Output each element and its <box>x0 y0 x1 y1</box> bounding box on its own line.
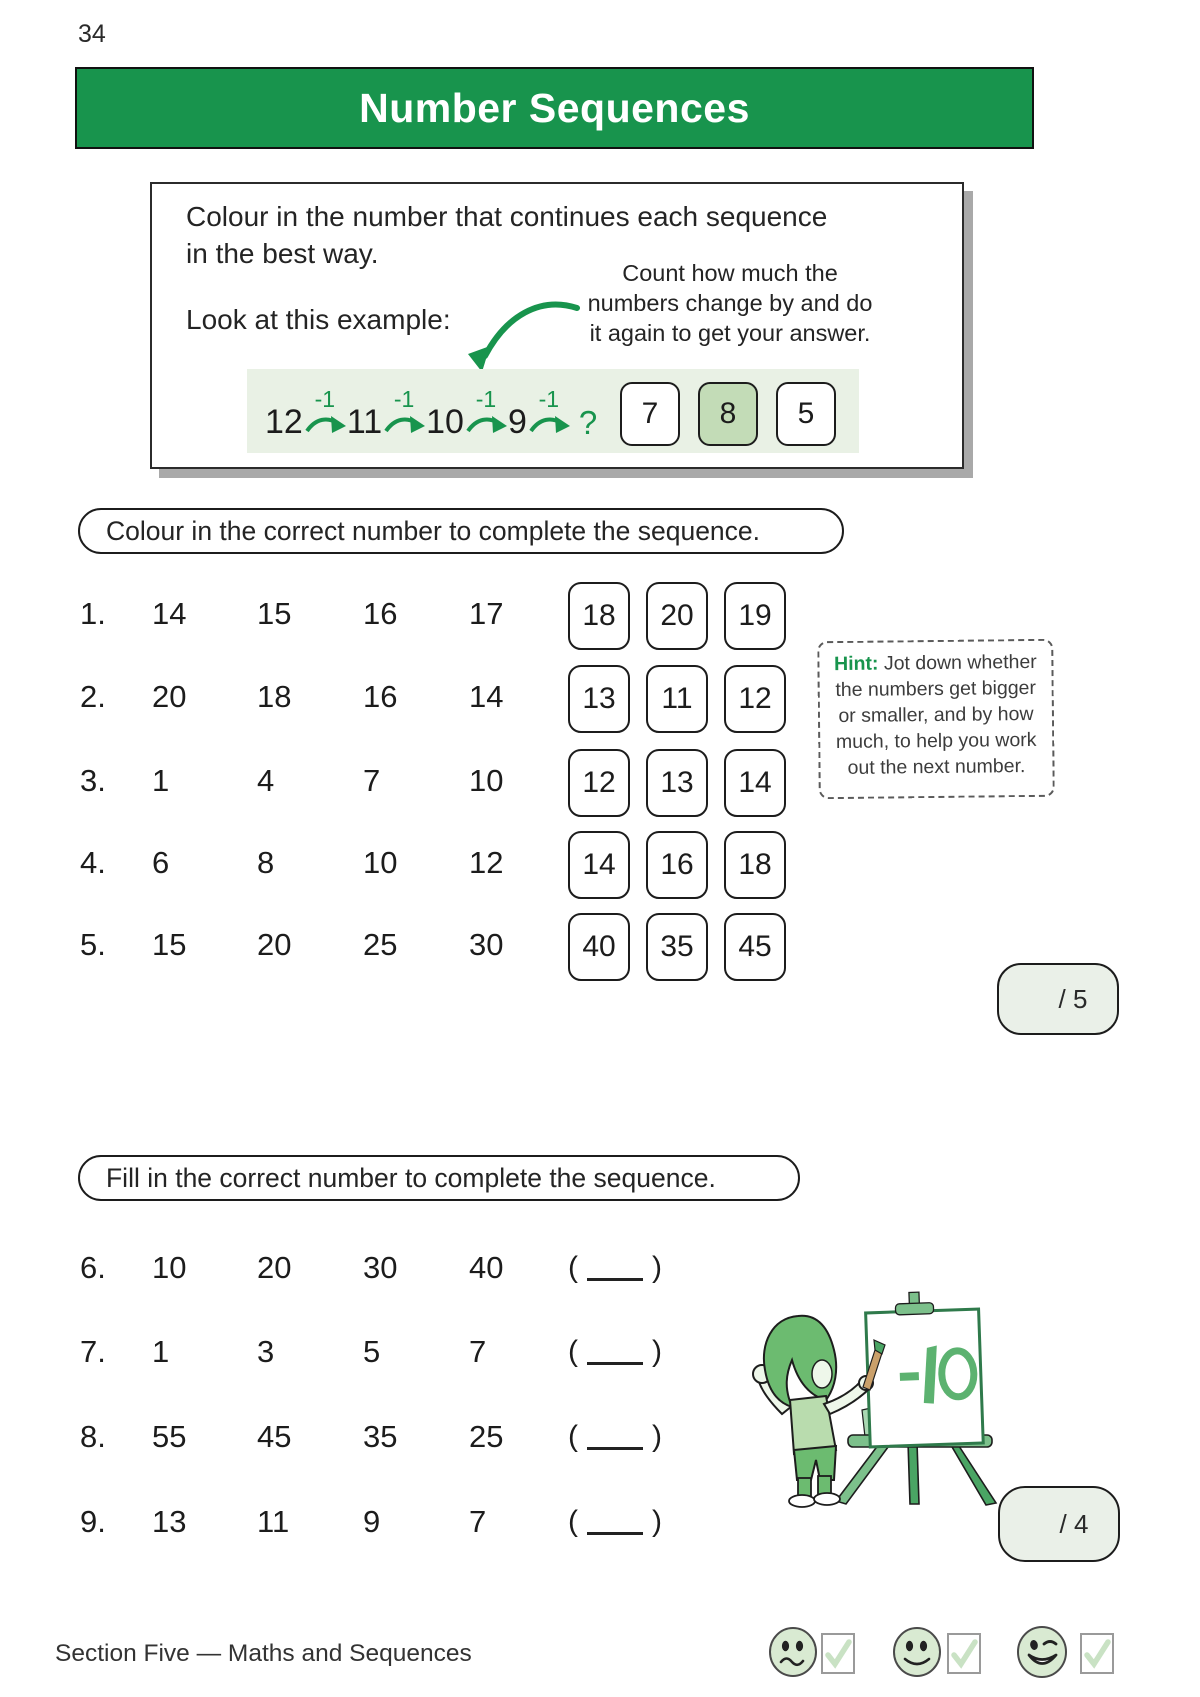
example-instruction: Colour in the number that continues each sequence in the best way. <box>186 201 828 269</box>
write-in-line[interactable] <box>587 1425 643 1450</box>
page-number: 34 <box>78 20 106 48</box>
question-row: 7. 1 3 5 7 ( ) <box>80 1334 662 1369</box>
option-box[interactable]: 11 <box>646 665 708 733</box>
question-row: 2. 20 18 16 14 13 11 12 <box>0 665 1160 729</box>
question-number: 5. <box>80 927 106 962</box>
answer-blank[interactable]: ( ) <box>568 1251 662 1284</box>
difference-label: -1 <box>314 386 336 412</box>
page-title-banner <box>75 67 1034 149</box>
question-number: 6. <box>80 1250 106 1285</box>
option-box[interactable]: 35 <box>646 913 708 981</box>
hint-label: Hint: <box>833 652 879 676</box>
score-box-section1[interactable]: / 5 <box>997 963 1119 1035</box>
question-row: 5. 15 20 25 30 40 35 45 <box>0 913 1160 977</box>
write-in-line[interactable] <box>587 1340 643 1365</box>
option-box[interactable]: 20 <box>646 582 708 650</box>
option-box[interactable]: 19 <box>724 582 786 650</box>
hint-box: Hint: Jot down whether the numbers get bigger or smaller, and by how much, to help you work out the next number. <box>817 639 1055 799</box>
question-mark: ? <box>578 404 598 441</box>
question-number: 1. <box>80 596 106 631</box>
sequence-term: 10 <box>426 403 464 441</box>
section2-heading: Fill in the correct number to complete the sequence. <box>78 1155 800 1201</box>
sequence-arrow-icon <box>465 414 507 436</box>
option-box[interactable]: 16 <box>646 831 708 899</box>
option-box[interactable]: 14 <box>724 749 786 817</box>
option-box[interactable]: 14 <box>568 831 630 899</box>
write-in-line[interactable] <box>587 1256 643 1281</box>
write-in-line[interactable] <box>587 1510 643 1535</box>
question-number: 8. <box>80 1419 106 1454</box>
wink-smiley-icon <box>1016 1625 1068 1679</box>
option-box[interactable]: 13 <box>646 749 708 817</box>
question-row: 8. 55 45 35 25 ( ) <box>80 1419 662 1454</box>
worried-smiley-icon <box>768 1626 818 1678</box>
example-option-box[interactable]: 5 <box>776 382 836 446</box>
sequence-arrow-icon <box>304 414 346 436</box>
sequence-arrow-icon <box>528 414 570 436</box>
footer-section-label: Section Five — Maths and Sequences <box>55 1640 472 1667</box>
score-box-section2[interactable]: / 4 <box>998 1486 1120 1562</box>
question-number: 4. <box>80 845 106 880</box>
tick-checkbox[interactable] <box>821 1633 855 1674</box>
question-number: 7. <box>80 1334 106 1369</box>
question-number: 3. <box>80 763 106 798</box>
difference-label: -1 <box>393 386 415 412</box>
smile-smiley-icon <box>892 1626 942 1678</box>
option-box[interactable]: 18 <box>568 582 630 650</box>
difference-label: -1 <box>475 386 497 412</box>
sequence-term: 11 <box>346 403 383 441</box>
sequence-arrow-icon <box>383 414 425 436</box>
painter-character-illustration <box>712 1290 1047 1517</box>
question-row: 3. 1 4 7 10 12 13 14 <box>0 749 1160 813</box>
difference-label: -1 <box>538 386 560 412</box>
option-box[interactable]: 12 <box>568 749 630 817</box>
section1-heading: Colour in the correct number to complete the sequence. <box>78 508 844 554</box>
example-option-box-selected[interactable]: 8 <box>698 382 758 446</box>
answer-blank[interactable]: ( ) <box>568 1505 662 1538</box>
example-sequence-strip <box>247 369 859 453</box>
example-tip-text: Count how much the numbers change by and do it again to get your answer. <box>587 260 873 346</box>
option-box[interactable]: 13 <box>568 665 630 733</box>
sequence-term: 9 <box>507 403 527 441</box>
answer-blank[interactable]: ( ) <box>568 1420 662 1453</box>
example-look-label: Look at this example: <box>186 304 451 335</box>
answer-blank[interactable]: ( ) <box>568 1335 662 1368</box>
question-row: 1. 14 15 16 17 18 20 19 <box>0 582 1160 646</box>
option-box[interactable]: 18 <box>724 831 786 899</box>
tick-checkbox[interactable] <box>947 1633 981 1674</box>
option-box[interactable]: 45 <box>724 913 786 981</box>
sequence-term: 12 <box>265 403 303 441</box>
question-number: 2. <box>80 679 106 714</box>
page-title: Number Sequences <box>359 84 750 131</box>
question-row: 4. 6 8 10 12 14 16 18 <box>0 831 1160 895</box>
example-box <box>150 182 964 469</box>
question-row: 9. 13 11 9 7 ( ) <box>80 1504 662 1539</box>
tick-checkbox[interactable] <box>1080 1633 1114 1674</box>
question-row: 6. 10 20 30 40 ( ) <box>80 1250 662 1285</box>
question-number: 9. <box>80 1504 106 1539</box>
example-option-box[interactable]: 7 <box>620 382 680 446</box>
option-box[interactable]: 40 <box>568 913 630 981</box>
easel-painting-icon <box>712 1290 1047 1512</box>
option-box[interactable]: 12 <box>724 665 786 733</box>
